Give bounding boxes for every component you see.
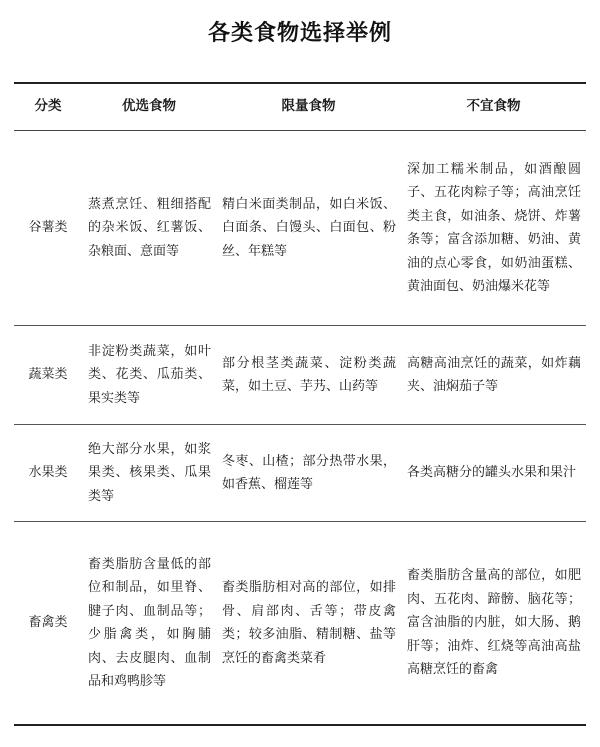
preferred-cell: 蒸煮烹饪、粗细搭配的杂米饭、红薯饭、杂粮面、意面等 <box>88 196 211 259</box>
avoid-cell: 畜类脂肪含量高的部位，如肥肉、五花肉、蹄髈、脑花等；富含油脂的内脏，如大肠、鹅肝等；油炸、红烧等高油高盐高糖烹饪的畜禽 <box>407 568 581 678</box>
header-avoid: 不宜食物 <box>466 98 521 115</box>
preferred-cell: 非淀粉类蔬菜，如叶类、花类、瓜茄类、果实类等 <box>88 343 211 406</box>
avoid-cell: 高糖高油烹饪的蔬菜，如炸藕夹、油焖茄子等 <box>407 355 581 394</box>
limited-cell: 冬枣、山楂；部分热带水果，如香蕉、榴莲等 <box>222 453 396 492</box>
category-cell: 谷薯类 <box>28 220 68 236</box>
category-cell: 水果类 <box>28 465 68 481</box>
table-row <box>14 425 586 522</box>
page-title: 各类食物选择举例 <box>207 21 392 46</box>
limited-cell: 部分根茎类蔬菜、淀粉类蔬菜，如土豆、芋艿、山药等 <box>222 355 396 394</box>
avoid-cell: 各类高糖分的罐头水果和果汁 <box>407 465 577 481</box>
category-cell: 蔬菜类 <box>28 367 68 383</box>
limited-cell: 畜类脂肪相对高的部位，如排骨、肩部肉、舌等；带皮禽类；较多油脂、精制糖、盐等烹饪的畜禽类菜肴 <box>222 580 396 666</box>
preferred-cell: 绝大部分水果，如浆果类、核果类、瓜果类等 <box>88 441 211 504</box>
table-row <box>14 131 586 326</box>
category-cell: 畜禽类 <box>28 615 68 631</box>
preferred-cell: 畜类脂肪含量低的部位和制品，如里脊、腱子肉、血制品等；少脂禽类，如胸脯肉、去皮腿肉、血制品和鸡鸭胗等 <box>88 556 211 689</box>
table-body <box>14 131 586 726</box>
table-row <box>14 522 586 726</box>
table-header-row <box>14 83 586 131</box>
header-category: 分类 <box>34 98 62 115</box>
limited-cell: 精白米面类制品，如白米饭、白面条、白馒头、白面包、粉丝、年糕等 <box>222 196 396 259</box>
header-preferred: 优选食物 <box>122 98 176 115</box>
header-limited: 限量食物 <box>281 98 336 115</box>
food-selection-table <box>14 82 586 726</box>
avoid-cell: 深加工糯米制品，如酒酿圆子、五花肉粽子等；高油烹饪类主食，如油条、烧饼、炸薯条等；富含添加糖、奶油、黄油的点心零食，如奶油蛋糕、黄油面包、奶油爆米花等 <box>407 161 581 294</box>
table-row <box>14 326 586 425</box>
table-header <box>14 83 586 131</box>
